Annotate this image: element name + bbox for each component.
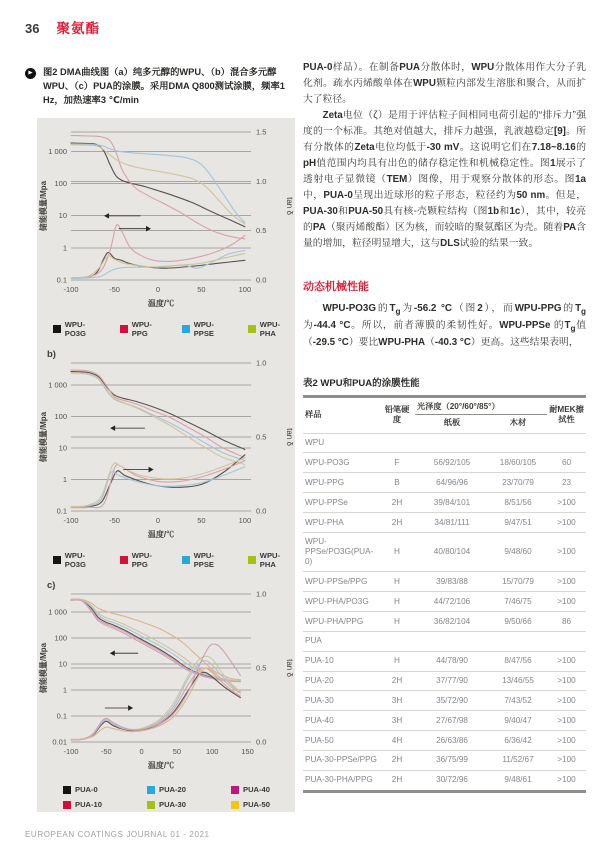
svg-text:-100: -100 bbox=[63, 285, 79, 294]
legend-label: WPU-PHA bbox=[259, 320, 281, 338]
svg-text:100: 100 bbox=[238, 516, 252, 525]
article-paragraph: Zeta电位（ζ）是用于评估粒子间相同电荷引起的“排斥力”强度的一个标准。其绝对值越大，排斥力越强，乳液越稳定[9]。所有分散体的Zeta电位均低于-30 mV。这说明它们在7.18~8.16的pH值范围内均具有出色的储存稳定性和机械稳定性。图1展示了透射电子显微镜（TEM）图像，用于观察分散体的形态。图1a中，PUA-0呈现出近球形的粒子形态，粒径约为50 nm。但是，PUA-30和PUA-50具有核-壳颗粒结构（图1b和1c），其中，较亮的PA（聚丙烯酸酯）区为核，而较暗的聚氨酯区为壳。随着PA含量的增加，粒径明显增大，这与DLS试验的结果一致。 bbox=[303, 109, 587, 249]
legend-swatch bbox=[147, 801, 155, 809]
cell-mek: 86 bbox=[561, 616, 572, 626]
cell-sample: WPU-PHA/PPG bbox=[305, 616, 364, 626]
col-header-gloss-group: 光泽度（20°/60°/85°） bbox=[415, 397, 547, 415]
cell-gloss-paper: 64/96/96 bbox=[436, 477, 468, 487]
legend-item bbox=[63, 782, 147, 797]
cell-sample: PUA-20 bbox=[305, 676, 334, 686]
svg-text:-100: -100 bbox=[63, 747, 79, 756]
legend-label: PUA-0 bbox=[75, 785, 98, 794]
legend-swatch bbox=[147, 786, 155, 794]
legend-label: WPU-PPG bbox=[131, 551, 152, 569]
legend-item bbox=[248, 320, 295, 338]
legend-swatch bbox=[120, 325, 128, 333]
legend-item bbox=[63, 797, 147, 812]
cell-sample: WPU-PHA bbox=[305, 517, 344, 527]
legend-label: PUA-30 bbox=[159, 800, 187, 809]
chart-c-canvas bbox=[37, 576, 295, 780]
cell-gloss-paper: 35/72/90 bbox=[436, 695, 468, 705]
cell-sample: PUA-30 bbox=[305, 695, 334, 705]
legend-label: WPU-PPSE bbox=[193, 320, 214, 338]
col-header-sample: 样品 bbox=[305, 410, 322, 420]
table-row bbox=[303, 731, 586, 751]
table-group-row bbox=[303, 631, 586, 651]
cell-gloss-wood: 8/47/56 bbox=[504, 656, 532, 666]
cell-gloss-paper: 34/81/111 bbox=[434, 517, 470, 527]
legend-label: WPU-PO3G bbox=[64, 551, 86, 569]
svg-text:0.1: 0.1 bbox=[56, 711, 67, 721]
svg-text:b): b) bbox=[47, 349, 56, 360]
chart-b-canvas bbox=[37, 345, 295, 549]
legend-swatch bbox=[231, 786, 239, 794]
cell-gloss-paper: 39/84/101 bbox=[433, 497, 471, 507]
table-body bbox=[303, 433, 586, 791]
table-group-row bbox=[303, 433, 586, 453]
cell-gloss-wood: 23/70/79 bbox=[502, 477, 534, 487]
col-header-mek: 耐MEK擦拭性 bbox=[549, 405, 584, 425]
cell-pencil: B bbox=[394, 477, 400, 487]
cell-mek: >100 bbox=[557, 576, 576, 586]
svg-text:-50: -50 bbox=[109, 285, 120, 294]
section-title: 聚氨酯 bbox=[56, 21, 100, 36]
svg-text:1 000: 1 000 bbox=[48, 380, 67, 390]
cell-mek: >100 bbox=[557, 497, 576, 507]
chart-b-legend bbox=[53, 551, 295, 569]
svg-text:1 000: 1 000 bbox=[48, 607, 67, 617]
legend-swatch bbox=[53, 325, 61, 333]
svg-text:50: 50 bbox=[197, 516, 206, 525]
cell-gloss-wood: 7/46/75 bbox=[504, 596, 532, 606]
chart-a-legend bbox=[53, 320, 295, 338]
figure-caption-text: 图2 DMA曲线图（a）纯多元醇的WPU、（b）混合多元醇WPU、（c）PUA的涂膜。采用DMA Q800测试涂膜，频率1 Hz，加热速率3 ℃/min bbox=[43, 67, 285, 105]
cell-mek: >100 bbox=[557, 656, 576, 666]
svg-text:0.1: 0.1 bbox=[56, 275, 67, 285]
svg-text:储能模量/Mpa: 储能模量/Mpa bbox=[39, 411, 48, 463]
svg-text:10: 10 bbox=[58, 211, 67, 221]
cell-mek: >100 bbox=[557, 547, 576, 557]
cell-mek: >100 bbox=[557, 676, 576, 686]
col-header-pencil: 铅笔硬度 bbox=[384, 405, 410, 425]
cell-sample: PUA-10 bbox=[305, 656, 334, 666]
journal-footer: EUROPEAN COATINGS JOURNAL 01 - 2021 bbox=[25, 830, 210, 839]
cell-gloss-wood: 13/46/55 bbox=[502, 676, 534, 686]
svg-text:100: 100 bbox=[54, 179, 67, 188]
chart-a bbox=[37, 124, 295, 338]
svg-text:100: 100 bbox=[205, 747, 219, 756]
cell-mek: >100 bbox=[557, 715, 576, 725]
svg-text:10: 10 bbox=[58, 443, 67, 453]
svg-text:-50: -50 bbox=[100, 747, 112, 756]
svg-text:50: 50 bbox=[197, 285, 206, 294]
cell-pencil: 2H bbox=[391, 755, 403, 765]
section-heading: 动态机械性能 bbox=[303, 280, 369, 293]
cell-gloss-paper: 39/83/88 bbox=[436, 576, 468, 586]
svg-text:0: 0 bbox=[155, 285, 161, 294]
legend-item bbox=[53, 320, 105, 338]
cell-pencil: 2H bbox=[391, 676, 403, 686]
svg-text:1: 1 bbox=[62, 685, 67, 695]
svg-text:0.0: 0.0 bbox=[256, 737, 267, 747]
legend-swatch bbox=[248, 556, 256, 564]
cell-gloss-paper: 44/72/106 bbox=[433, 596, 471, 606]
svg-text:1: 1 bbox=[62, 243, 67, 253]
legend-item bbox=[182, 551, 233, 569]
svg-text:1.0: 1.0 bbox=[256, 589, 267, 599]
cell-mek: >100 bbox=[557, 695, 576, 705]
cell-sample: WPU-PO3G bbox=[305, 457, 350, 467]
legend-item bbox=[147, 797, 231, 812]
legend-swatch bbox=[182, 325, 190, 333]
svg-text:1: 1 bbox=[62, 475, 67, 484]
svg-text:0.1: 0.1 bbox=[56, 506, 67, 516]
svg-text:100: 100 bbox=[238, 285, 252, 294]
table-row bbox=[303, 691, 586, 711]
legend-swatch bbox=[248, 325, 256, 333]
cell-gloss-paper: 40/80/104 bbox=[433, 547, 471, 557]
legend-label: PUA-20 bbox=[159, 785, 187, 794]
cell-pencil: 2H bbox=[391, 497, 403, 507]
svg-text:100: 100 bbox=[54, 633, 67, 643]
svg-text:c): c) bbox=[47, 580, 56, 591]
cell-mek: >100 bbox=[557, 775, 576, 785]
chart-c-legend bbox=[63, 782, 295, 812]
cell-pencil: 2H bbox=[391, 517, 403, 527]
table-row bbox=[303, 513, 586, 533]
svg-text:-50: -50 bbox=[109, 516, 120, 525]
chart-b bbox=[37, 345, 295, 569]
svg-text:tan δ: tan δ bbox=[285, 428, 294, 446]
chart-c bbox=[37, 576, 295, 812]
cell-gloss-wood: 6/36/42 bbox=[504, 735, 532, 745]
svg-text:1.5: 1.5 bbox=[256, 127, 267, 137]
figure-caption bbox=[25, 66, 299, 108]
svg-text:tan δ: tan δ bbox=[285, 197, 294, 215]
svg-text:1.0: 1.0 bbox=[256, 176, 267, 186]
cell-mek: >100 bbox=[557, 735, 576, 745]
table-row bbox=[303, 651, 586, 671]
article-column bbox=[303, 60, 586, 793]
cell-gloss-wood: 15/70/79 bbox=[502, 576, 534, 586]
cell-gloss-wood: 9/40/47 bbox=[504, 715, 532, 725]
table-row bbox=[303, 572, 586, 592]
page-header bbox=[25, 17, 100, 37]
legend-item bbox=[231, 782, 295, 797]
svg-text:-100: -100 bbox=[63, 516, 79, 525]
table-row bbox=[303, 770, 586, 791]
cell-mek: >100 bbox=[557, 596, 576, 606]
cell-sample: PUA-30-PHA/PPG bbox=[305, 775, 373, 785]
legend-item bbox=[120, 320, 167, 338]
cell-gloss-paper: 56/92/105 bbox=[433, 457, 471, 467]
table-group-label: PUA bbox=[305, 636, 322, 646]
chart-a-canvas bbox=[37, 124, 295, 318]
cell-gloss-wood: 9/50/66 bbox=[504, 616, 532, 626]
svg-text:0.0: 0.0 bbox=[256, 506, 267, 516]
legend-swatch bbox=[120, 556, 128, 564]
cell-mek: >100 bbox=[557, 517, 576, 527]
svg-text:0.01: 0.01 bbox=[52, 737, 67, 747]
svg-text:0.5: 0.5 bbox=[256, 432, 267, 442]
table-row bbox=[303, 612, 586, 632]
svg-text:tan δ: tan δ bbox=[285, 659, 294, 677]
svg-text:储能模量/Mpa: 储能模量/Mpa bbox=[39, 642, 48, 694]
cell-pencil: 3H bbox=[391, 695, 403, 705]
svg-text:1.0: 1.0 bbox=[256, 358, 267, 368]
cell-gloss-paper: 44/78/90 bbox=[436, 656, 468, 666]
table-header bbox=[303, 397, 586, 434]
svg-text:0.0: 0.0 bbox=[256, 275, 267, 285]
svg-text:0.5: 0.5 bbox=[256, 226, 267, 236]
table-row bbox=[303, 592, 586, 612]
legend-label: WPU-PPSE bbox=[193, 551, 214, 569]
cell-pencil: F bbox=[394, 457, 400, 467]
cell-pencil: 4H bbox=[391, 735, 403, 745]
svg-text:150: 150 bbox=[241, 747, 254, 756]
svg-text:温度/℃: 温度/℃ bbox=[147, 761, 175, 770]
table-group-label: WPU bbox=[305, 438, 325, 448]
legend-item bbox=[231, 797, 295, 812]
cell-pencil: H bbox=[394, 596, 400, 606]
cell-gloss-wood: 7/43/52 bbox=[504, 695, 532, 705]
cell-pencil: H bbox=[394, 547, 400, 557]
cell-mek: >100 bbox=[557, 755, 576, 765]
table-row bbox=[303, 671, 586, 691]
cell-sample: WPU-PPG bbox=[305, 477, 345, 487]
page-number: 36 bbox=[25, 21, 40, 36]
col-header-gloss-paper: 纸板 bbox=[443, 418, 461, 428]
legend-label: WPU-PO3G bbox=[64, 320, 86, 338]
legend-swatch bbox=[63, 801, 71, 809]
legend-item bbox=[147, 782, 231, 797]
cell-sample: WPU-PPSe/PO3G(PUA-0) bbox=[305, 537, 374, 567]
legend-swatch bbox=[182, 556, 190, 564]
legend-swatch bbox=[63, 786, 71, 794]
table-row bbox=[303, 532, 586, 572]
cell-sample: PUA-40 bbox=[305, 715, 334, 725]
legend-item bbox=[120, 551, 167, 569]
cell-pencil: 3H bbox=[391, 715, 403, 725]
figure-panel bbox=[37, 118, 295, 812]
table-row bbox=[303, 750, 586, 770]
article-paragraph: PUA-0样品）。在制备PUA分散体时，WPU分散体用作大分子乳化剂。疏水丙烯酸单体在WPU颗粒内部发生溶胀和聚合，从而扩大了粒径。 bbox=[303, 62, 587, 105]
cell-sample: PUA-50 bbox=[305, 735, 334, 745]
cell-pencil: H bbox=[394, 576, 400, 586]
cell-gloss-wood: 11/52/67 bbox=[502, 755, 534, 765]
svg-text:10: 10 bbox=[58, 659, 67, 669]
svg-text:温度/℃: 温度/℃ bbox=[147, 530, 175, 539]
svg-text:0.5: 0.5 bbox=[256, 663, 267, 673]
legend-swatch bbox=[231, 801, 239, 809]
dma-charts bbox=[37, 124, 295, 812]
table-row bbox=[303, 711, 586, 731]
legend-label: PUA-10 bbox=[75, 800, 103, 809]
legend-label: WPU-PHA bbox=[259, 551, 281, 569]
cell-sample: PUA-30-PPSe/PPG bbox=[305, 755, 377, 765]
col-header-gloss-wood: 木材 bbox=[509, 418, 527, 428]
legend-label: PUA-50 bbox=[243, 800, 271, 809]
cell-gloss-paper: 26/63/86 bbox=[436, 735, 468, 745]
cell-gloss-paper: 36/75/99 bbox=[436, 755, 468, 765]
figure-bullet-icon: ▶ bbox=[25, 68, 36, 79]
svg-text:100: 100 bbox=[54, 412, 67, 421]
legend-swatch bbox=[53, 556, 61, 564]
cell-sample: WPU-PPSe bbox=[305, 497, 348, 507]
legend-item bbox=[248, 551, 295, 569]
cell-gloss-paper: 30/72/96 bbox=[436, 775, 468, 785]
cell-pencil: H bbox=[394, 616, 400, 626]
table-row bbox=[303, 473, 586, 493]
cell-pencil: 2H bbox=[391, 775, 403, 785]
cell-gloss-wood: 9/47/51 bbox=[504, 517, 532, 527]
legend-item bbox=[53, 551, 105, 569]
svg-text:1 000: 1 000 bbox=[48, 146, 67, 156]
article-paragraph: WPU-PO3G的$T_g$为-56.2 °C（图2），而WPU-PPG的$T_g$为-44.4 °C。所以，前者薄膜的柔韧性好。WPU-PPSe 的$T_g$值（-29.5 °C）要比WPU-PHA（-40.3 °C）更高。这些结果表明， bbox=[303, 302, 587, 349]
cell-gloss-wood: 18/60/105 bbox=[499, 457, 537, 467]
coating-performance-table bbox=[303, 395, 586, 793]
table-caption: 表2 WPU和PUA的涂膜性能 bbox=[303, 378, 420, 390]
cell-pencil: H bbox=[394, 656, 400, 666]
svg-text:50: 50 bbox=[172, 747, 182, 756]
cell-sample: WPU-PHA/PO3G bbox=[305, 596, 369, 606]
cell-gloss-paper: 37/77/90 bbox=[436, 676, 468, 686]
svg-text:0: 0 bbox=[155, 516, 161, 525]
table-row bbox=[303, 453, 586, 473]
cell-sample: WPU-PPSe/PPG bbox=[305, 576, 368, 586]
cell-mek: 23 bbox=[561, 477, 572, 487]
cell-gloss-paper: 36/82/104 bbox=[433, 616, 471, 626]
cell-gloss-wood: 9/48/60 bbox=[504, 547, 532, 557]
cell-gloss-wood: 9/48/61 bbox=[504, 775, 532, 785]
table-row bbox=[303, 493, 586, 513]
cell-mek: 60 bbox=[561, 457, 572, 467]
legend-label: WPU-PPG bbox=[131, 320, 152, 338]
cell-gloss-paper: 27/67/98 bbox=[436, 715, 468, 725]
cell-gloss-wood: 8/51/56 bbox=[504, 497, 532, 507]
svg-text:温度/℃: 温度/℃ bbox=[147, 299, 175, 308]
svg-text:储能模量/Mpa: 储能模量/Mpa bbox=[39, 180, 48, 232]
legend-label: PUA-40 bbox=[243, 785, 271, 794]
svg-text:0: 0 bbox=[139, 747, 144, 756]
legend-item bbox=[182, 320, 233, 338]
